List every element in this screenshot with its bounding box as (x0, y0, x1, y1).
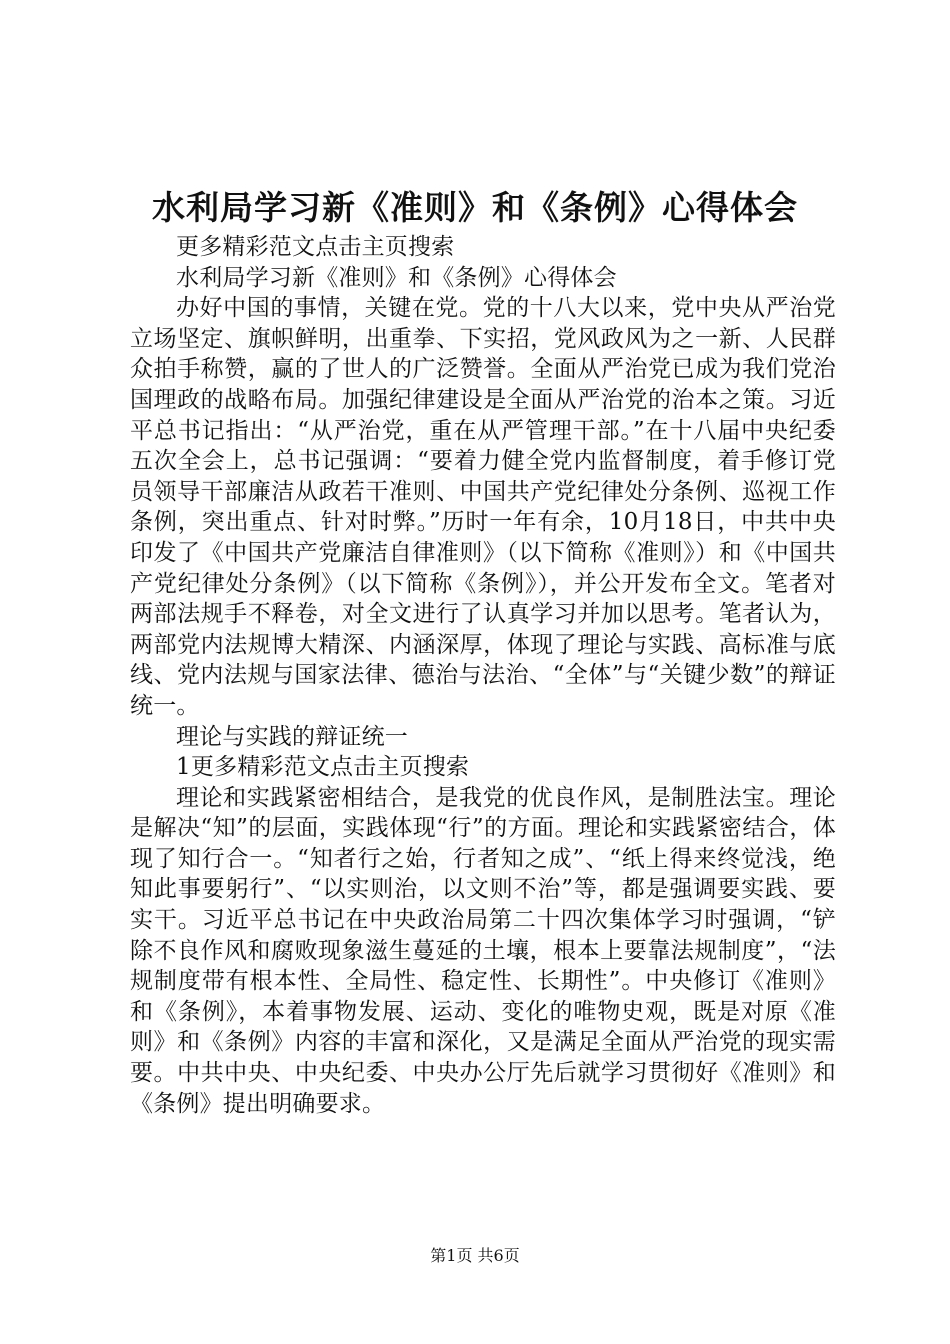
page-footer: 第1页 共6页 (430, 1246, 520, 1265)
document-title: 水利局学习新《准则》和《条例》心得体会 (152, 188, 798, 227)
section-heading: 理论与实践的辩证统一 (176, 723, 408, 750)
paragraph-theory-practice: 理论和实践紧密相结合，是我党的优良作风，是制胜法宝。理论是解决“知”的层面，实践体现“行”的方面。理论和实践紧密结合，体现了知行合一。“知者行之始，行者知之成”、“纸上得来终觉浅，绝知此事要躬行”、“以实则治，以文则不治”等，都是强调要实践、要实干。习近平总书记在中央政治局第二十四次集体学习时强调，“铲除不良作风和腐败现象滋生蔓延的土壤，根本上要靠法规制度”，“法规制度带有根本性、全局性、稳定性、长期性”。中央修订《准则》和《条例》，本着事物发展、运动、变化的唯物史观，既是对原《准则》和《条例》内容的丰富和深化，又是满足全面从严治党的现实需要。中共中央、中央纪委、中央办公厅先后就学习贯彻好《准则》和《条例》提出明确要求。 (130, 784, 836, 1117)
paragraph-more-link-numbered: 1更多精彩范文点击主页搜索 (176, 754, 470, 781)
paragraph-subtitle: 水利局学习新《准则》和《条例》心得体会 (176, 264, 617, 291)
paragraph-intro: 办好中国的事情，关键在党。党的十八大以来，党中央从严治党立场坚定、旗帜鲜明，出重拳、下实招，党风政风为之一新、人民群众拍手称赞，赢的了世人的广泛赞誉。全面从严治党已成为我们党治国理政的战略布局。加强纪律建设是全面从严治党的治本之策。习近平总书记指出：“从严治党，重在从严管理干部。”在十八届中央纪委五次全会上，总书记强调：“要着力健全党内监督制度，着手修订党员领导干部廉洁从政若干准则、中国共产党纪律处分条例、巡视工作条例，突出重点、针对时弊。”历时一年有余，10月18日，中共中央印发了《中国共产党廉洁自律准则》（以下简称《准则》）和《中国共产党纪律处分条例》（以下简称《条例》），并公开发布全文。笔者对两部法规手不释卷，对全文进行了认真学习并加以思考。笔者认为，两部党内法规博大精深、内涵深厚，体现了理论与实践、高标准与底线、党内法规与国家法律、德治与法治、“全体”与“关键少数”的辩证统一。 (130, 295, 836, 719)
document-body (130, 232, 836, 1119)
paragraph-more-link: 更多精彩范文点击主页搜索 (176, 234, 455, 260)
